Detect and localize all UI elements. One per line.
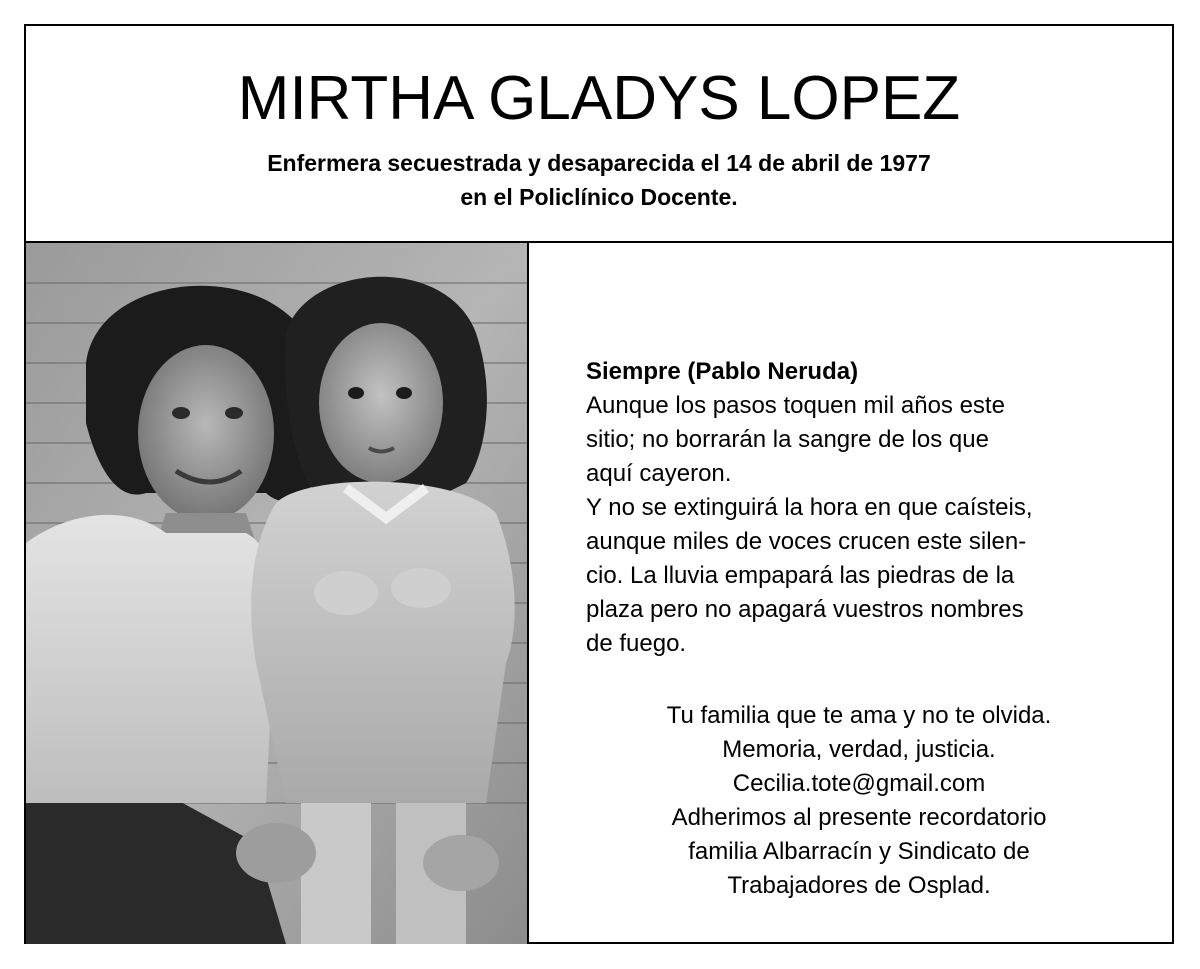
subtitle-line-1: Enfermera secuestrada y desaparecida el 14 de abril de 1977: [267, 150, 931, 176]
poem-line: aunque miles de voces crucen este silen-: [586, 528, 1027, 555]
dedication-line: familia Albarracín y Sindicato de: [688, 838, 1030, 865]
subtitle: [26, 146, 1172, 214]
dedication-line: Adherimos al presente recordatorio: [671, 804, 1047, 831]
poem-line: cio. La lluvia empapará las piedras de la: [586, 562, 1015, 589]
dedication-line: Trabajadores de Osplad.: [727, 872, 991, 899]
poem-line: de fuego.: [586, 630, 687, 657]
poem-line: Y no se extinguirá la hora en que caísteis,: [586, 494, 1033, 521]
poem-title: Siempre (Pablo Neruda): [586, 358, 859, 385]
photo-illustration: [26, 243, 527, 944]
dedication-line: Tu familia que te ama y no te olvida.: [666, 702, 1052, 729]
poem: [586, 355, 1146, 661]
memorial-photo: [26, 243, 529, 944]
poem-line: aquí cayeron.: [586, 460, 732, 487]
contact-email: Cecilia.tote@gmail.com: [732, 770, 986, 797]
memorial-frame: [24, 24, 1174, 944]
header-section: [26, 26, 1172, 243]
dedication-line: Memoria, verdad, justicia.: [722, 736, 996, 763]
text-panel: [529, 243, 1174, 944]
dedication: [569, 699, 1149, 903]
poem-line: plaza pero no apagará vuestros nombres: [586, 596, 1024, 623]
person-name: MIRTHA GLADYS LOPEZ: [237, 64, 961, 133]
poem-line: Aunque los pasos toquen mil años este: [586, 392, 1005, 419]
poem-line: sitio; no borrarán la sangre de los que: [586, 426, 989, 453]
subtitle-line-2: en el Policlínico Docente.: [460, 184, 738, 210]
